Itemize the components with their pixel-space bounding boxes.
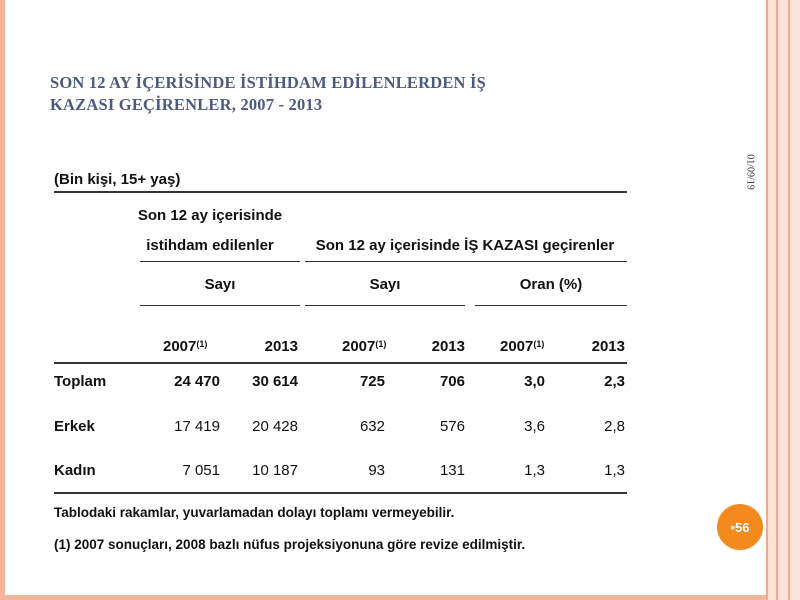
- table-footnote: (1) 2007 sonuçları, 2008 bazlı nüfus projeksiyonuna göre revize edilmiştir.: [54, 537, 526, 552]
- table-cell: 131: [439, 462, 465, 479]
- page-number-badge: •56: [717, 504, 763, 550]
- table-cell: 17 419: [174, 418, 220, 435]
- table-rule: [54, 191, 627, 193]
- table-cell: 1,3: [604, 462, 625, 479]
- group-header-employed: istihdam edilenler: [146, 237, 274, 254]
- table-cell: 576: [439, 418, 465, 435]
- year-header: 2007$^{(1)}$: [342, 338, 387, 355]
- slide-date: 01/09/19: [744, 154, 756, 190]
- table-rule: [140, 305, 300, 306]
- row-label: Erkek: [54, 418, 95, 435]
- table-cell: 2,3: [604, 373, 625, 390]
- table-cell: 706: [439, 373, 465, 390]
- year-header: 2013: [264, 338, 298, 355]
- year-header: 2013: [591, 338, 625, 355]
- table-rule: [54, 492, 627, 494]
- group-header-employed: Son 12 ay içerisinde: [137, 207, 283, 224]
- year-header: 2007$^{(1)}$: [500, 338, 545, 355]
- row-label: Toplam: [54, 373, 107, 390]
- table-cell: 1,3: [524, 462, 545, 479]
- table-rule: [305, 261, 627, 262]
- table-unit-label: (Bin kişi, 15+ yaş): [54, 171, 181, 188]
- table-note: Tablodaki rakamlar, yuvarlamadan dolayı toplamı vermeyebilir.: [54, 505, 455, 520]
- table-rule: [140, 261, 300, 262]
- table-cell: 30 614: [252, 373, 298, 390]
- row-label: Kadın: [54, 462, 96, 479]
- table-rule: [54, 362, 627, 364]
- table-cell: 93: [368, 462, 385, 479]
- table-cell: 3,6: [524, 418, 545, 435]
- table-cell: 2,8: [604, 418, 625, 435]
- table-rule: [475, 305, 627, 306]
- table-rule: [305, 305, 465, 306]
- table-cell: 725: [359, 373, 385, 390]
- year-header: 2013: [431, 338, 465, 355]
- table-cell: 7 051: [182, 462, 220, 479]
- title-line: SON 12 AY İÇERİSİNDE İSTİHDAM EDİLENLERDEN İŞ: [50, 73, 486, 92]
- table-cell: 24 470: [174, 373, 220, 390]
- table-cell: 3,0: [524, 373, 545, 390]
- subheader-sayi: Sayı: [369, 276, 401, 293]
- table-cell: 20 428: [252, 418, 298, 435]
- year-header: 2007$^{(1)}$: [163, 338, 208, 355]
- group-header-accident: Son 12 ay içerisinde İŞ KAZASI geçirenler: [315, 237, 615, 254]
- title-line: KAZASI GEÇİRENLER, 2007 - 2013: [50, 95, 323, 114]
- table-cell: 632: [359, 418, 385, 435]
- subheader-oran: Oran (%): [519, 276, 583, 293]
- subheader-sayi: Sayı: [204, 276, 236, 293]
- table-cell: 10 187: [252, 462, 298, 479]
